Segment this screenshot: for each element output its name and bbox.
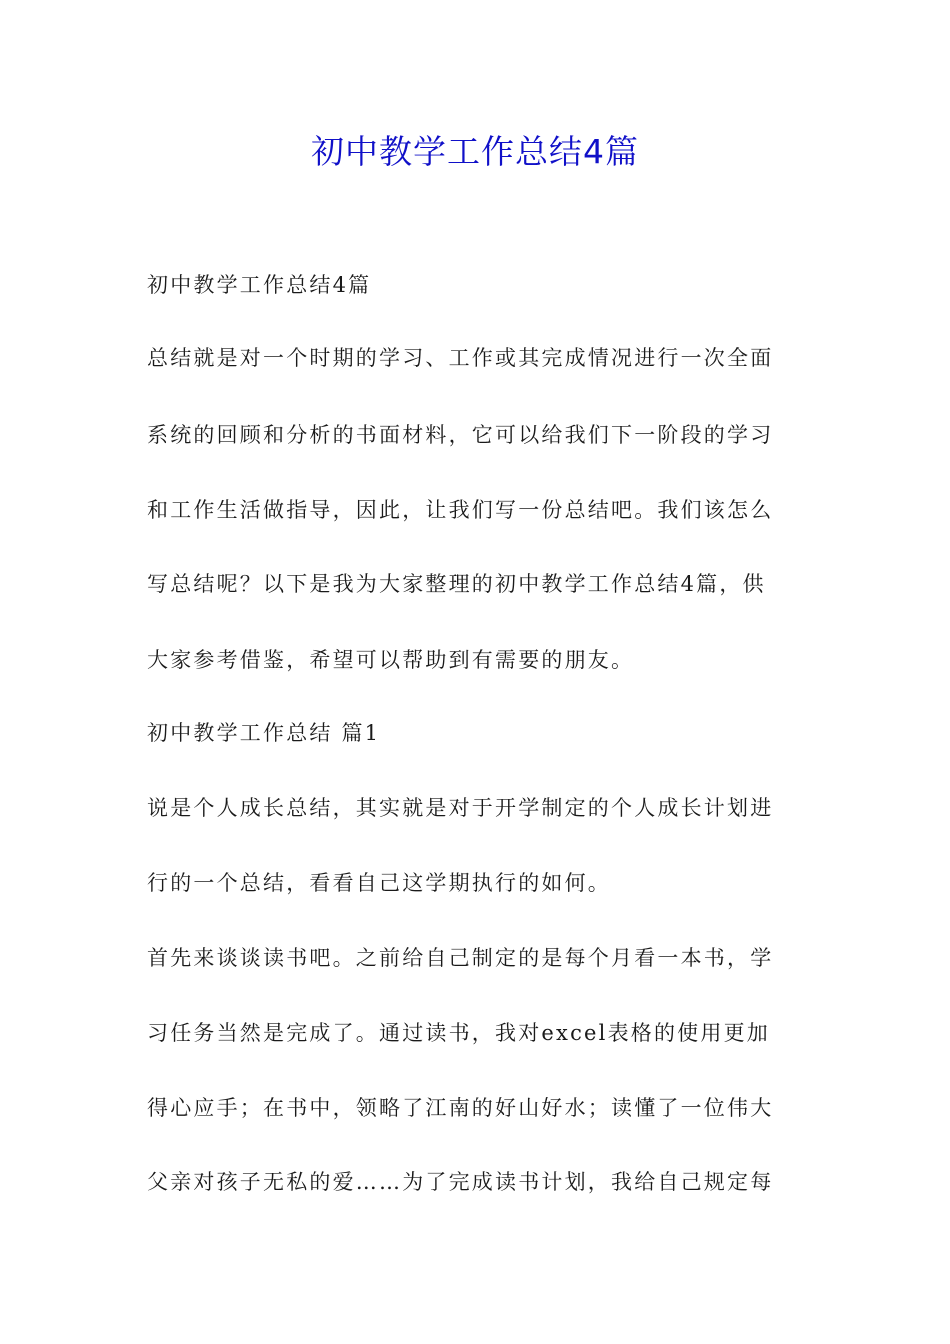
section-heading: 初中教学工作总结 篇1: [147, 721, 381, 745]
paragraph-line: 得心应手；在书中，领略了江南的好山好水；读懂了一位伟大: [147, 1096, 774, 1120]
paragraph-line: 写总结呢？以下是我为大家整理的初中教学工作总结4篇，供: [147, 572, 766, 596]
paragraph-line: 总结就是对一个时期的学习、工作或其完成情况进行一次全面: [147, 346, 774, 370]
document-title: 初中教学工作总结4篇: [311, 132, 639, 171]
paragraph-line: 大家参考借鉴，希望可以帮助到有需要的朋友。: [147, 648, 635, 672]
paragraph-line: 习任务当然是完成了。通过读书，我对excel表格的使用更加: [147, 1021, 770, 1045]
paragraph-line: 和工作生活做指导，因此，让我们写一份总结吧。我们该怎么: [147, 498, 774, 522]
paragraph-line: 系统的回顾和分析的书面材料，它可以给我们下一阶段的学习: [147, 423, 774, 447]
paragraph-line: 父亲对孩子无私的爱……为了完成读书计划，我给自己规定每: [147, 1170, 774, 1194]
paragraph-line: 说是个人成长总结，其实就是对于开学制定的个人成长计划进: [147, 796, 774, 820]
doc-subtitle-line: 初中教学工作总结4篇: [147, 273, 372, 297]
paragraph-line: 首先来谈谈读书吧。之前给自己制定的是每个月看一本书，学: [147, 946, 774, 970]
paragraph-line: 行的一个总结，看看自己这学期执行的如何。: [147, 871, 611, 895]
